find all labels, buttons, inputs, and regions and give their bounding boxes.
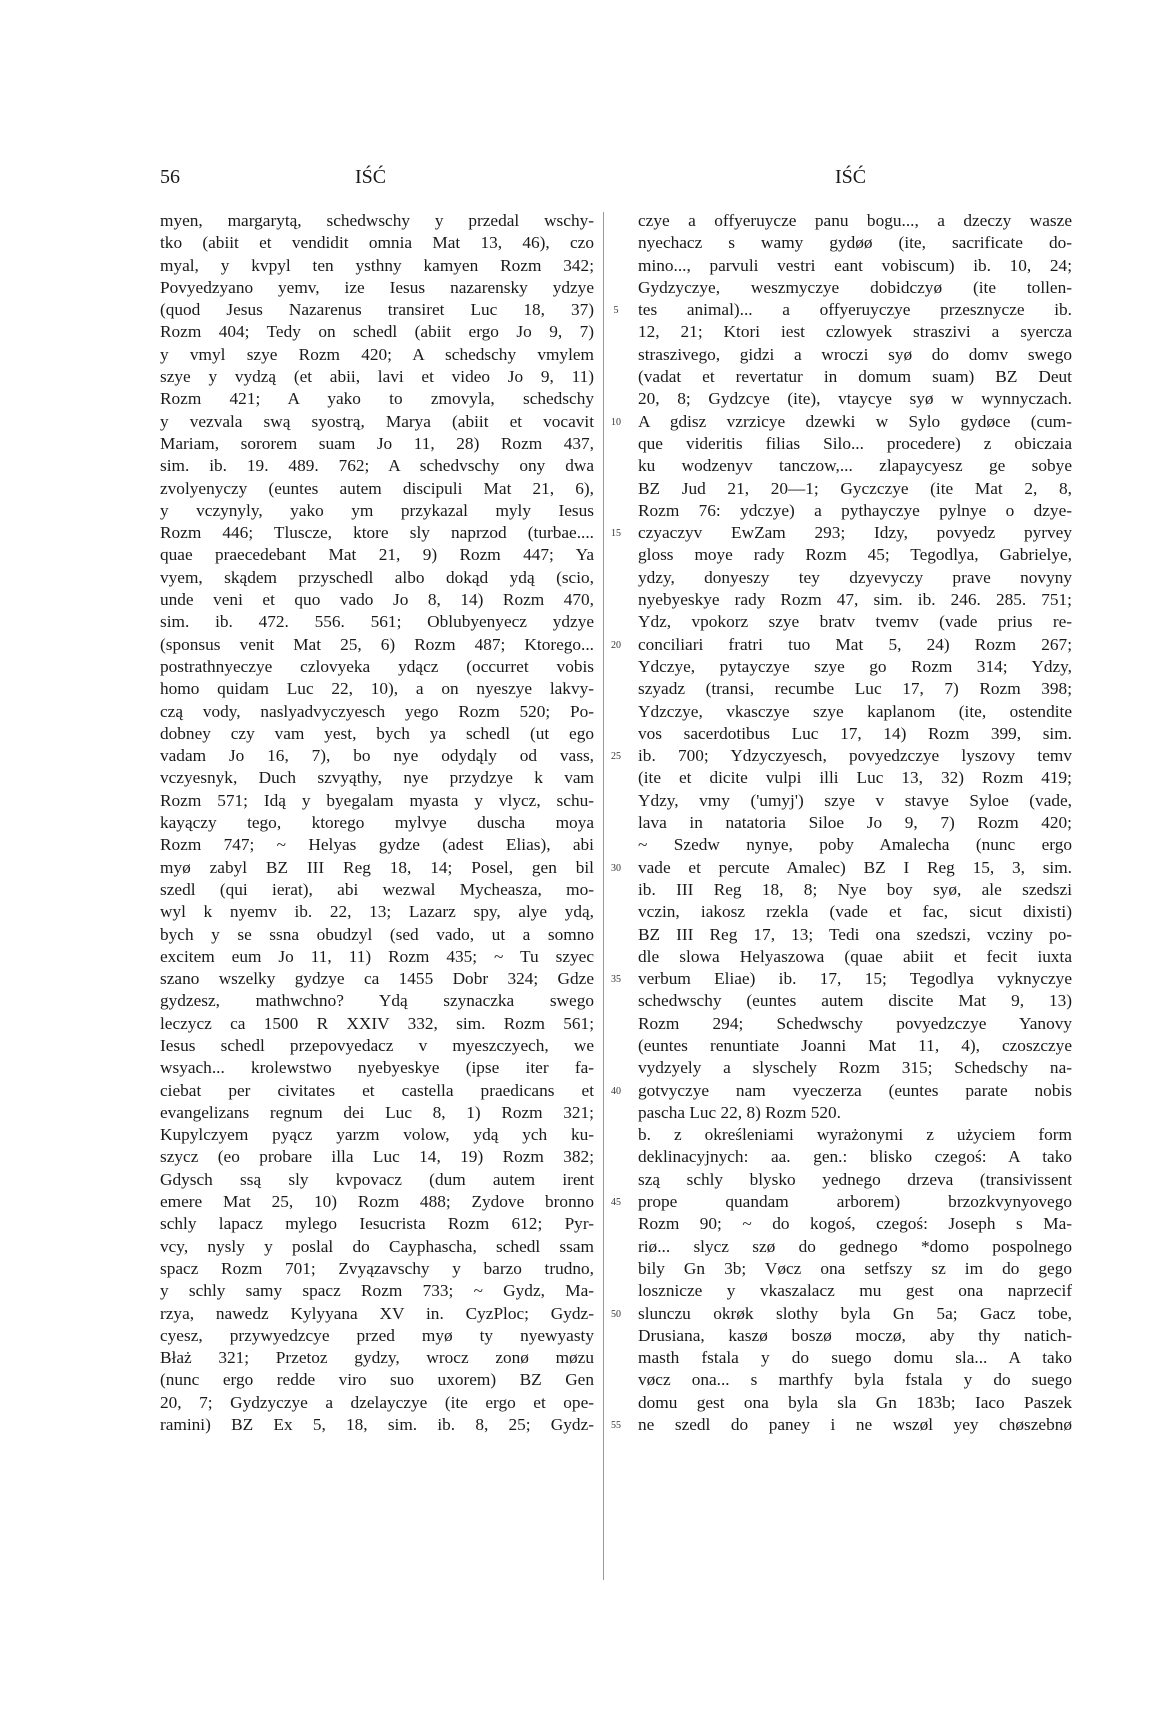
text-line: ne szedl do paney i ne wszøl yey chøszebnø (638, 1415, 1072, 1435)
text-line: y vczynyly, yako ym przykazal myly Iesus (160, 500, 594, 520)
line-number: 15 (611, 528, 621, 540)
text-line: conciliari fratri tuo Mat 5, 24) Rozm 267; (638, 634, 1072, 654)
text-line: myø zabyl BZ III Reg 18, 14; Posel, gen bil (160, 857, 594, 877)
text-line: postrathnyeczye czlovyeka ydącz (occurret vobis (160, 656, 594, 676)
text-line: Gdysch ssą sly kvpovacz (dum autem irent (160, 1169, 594, 1189)
line-number: 35 (611, 974, 621, 986)
text-line: czye a offyeruycze panu bogu..., a dzeczy wasze (638, 211, 1072, 230)
text-line: wyl k nyemv ib. 22, 13; Lazarz spy, alye ydą, (160, 902, 594, 922)
text-line: emere Mat 25, 10) Rozm 488; Zydove bronno (160, 1192, 594, 1212)
text-line: vyem, skądem przyschedl albo dokąd ydą (scio, (160, 567, 594, 587)
text-line: rzya, nawedz Kylyyana XV in. CyzPloc; Gydz- (160, 1303, 594, 1323)
text-line: b. z określeniami wyrażonymi z użyciem form (638, 1125, 1072, 1145)
text-line: szycz (eo probare illa Luc 14, 19) Rozm 382; (160, 1147, 594, 1167)
line-number: 50 (611, 1308, 621, 1320)
text-line: bych y se ssna obudzyl (sed vado, ut a somno (160, 924, 594, 944)
text-line: nyebyeskye rady Rozm 47, sim. ib. 246. 285. 751; (638, 590, 1072, 610)
text-line: masth fstala y do suego domu sla... A tako (638, 1348, 1072, 1368)
running-head-right: IŚĆ (835, 166, 867, 188)
text-line: y vezvala swą syostrą, Marya (abiit et vocavit (160, 411, 594, 431)
line-number: 10 (611, 416, 621, 428)
text-line: szye y vydzą (et abii, lavi et video Jo 9, 11) (160, 367, 594, 387)
text-line: mino..., parvuli vestri eant vobiscum) ib. 10, 24; (638, 255, 1072, 275)
text-line: Kupylczyem pyącz yarzm volow, ydą ych ku- (160, 1125, 594, 1145)
text-line: (vadat et revertatur in domum suam) BZ Deut (638, 367, 1072, 387)
text-line: vøcz ona... s marthfy byla fstala y do suego (638, 1370, 1072, 1390)
line-number: 40 (611, 1085, 621, 1097)
text-line: tes animal)... a offyeruyczye przesznycze ib. (638, 300, 1072, 320)
text-line: vade et percute Amalec) BZ I Reg 15, 3, sim. (638, 857, 1072, 877)
text-line: Gydzyczye, weszmyczye dobidczyø (ite tollen- (638, 277, 1072, 297)
text-line: bily Gn 3b; Vøcz ona setfszy sz im do gego (638, 1258, 1072, 1278)
text-line: Drusiana, kaszø boszø moczø, aby thy natich- (638, 1325, 1072, 1345)
text-line: schedwschy (euntes autem discite Mat 9, 13) (638, 991, 1072, 1011)
text-line: cyesz, przywyedzcye przed myø ty nyewyasty (160, 1325, 594, 1345)
text-line: ramini) BZ Ex 5, 18, sim. ib. 8, 25; Gydz- (160, 1415, 594, 1435)
text-line: 12, 21; Ktori iest czlowyek straszivi a syercza (638, 322, 1072, 342)
text-line: vczin, iakosz rzekla (vade et fac, sicut dixisti) (638, 902, 1072, 922)
text-line: zvolyenyczy (euntes autem discipuli Mat 21, 6), (160, 478, 594, 498)
text-line: pascha Luc 22, 8) Rozm 520. (638, 1102, 842, 1122)
text-line: 20, 7; Gydzyczye a dzelayczye (ite ergo et ope- (160, 1392, 594, 1412)
text-line: (quod Jesus Nazarenus transiret Luc 18, 37) (160, 300, 594, 320)
text-line: Błaż 321; Przetoz gydzy, wrocz zonø møzu (160, 1348, 594, 1368)
text-line: (sponsus venit Mat 25, 6) Rozm 487; Ktorego... (160, 634, 594, 654)
line-number: 45 (611, 1197, 621, 1209)
text-line: Povyedzyano yemv, ize Iesus nazarensky ydzye (160, 277, 594, 297)
text-line: vos sacerdotibus Luc 17, 14) Rozm 399, sim. (638, 723, 1072, 743)
text-line: y schly samy spacz Rozm 733; ~ Gydz, Ma- (160, 1281, 594, 1301)
text-line: ~ Szedw nynye, poby Amalecha (nunc ergo (638, 835, 1072, 855)
text-line: dle slowa Helyaszowa (quae abiit et fecit iuxta (638, 946, 1072, 966)
text-line: Rozm 446; Tluscze, ktore sly naprzod (turbae.... (160, 523, 594, 543)
text-line: Rozm 404; Tedy on schedl (abiit ergo Jo 9, 7) (160, 322, 594, 342)
text-line: domu gest ona byla sla Gn 183b; Iaco Paszek (638, 1392, 1072, 1412)
text-line: vydzyely a slyschely Rozm 315; Schedschy na- (638, 1058, 1072, 1078)
text-line: Rozm 76: ydczye) a pythayczye pylnye o dzye- (638, 500, 1072, 520)
text-line: excitem eum Jo 11, 11) Rozm 435; ~ Tu szyec (160, 946, 594, 966)
text-line: szedl (qui ierat), abi wezwal Mycheasza, mo- (160, 879, 594, 899)
text-line: kayączy tego, ktorego mylvye duscha moya (160, 813, 594, 833)
text-line: vcy, nysly y poslal do Cayphascha, schedl ssam (160, 1236, 594, 1256)
text-line: A gdisz vzrzicye dzewki w Sylo gydøce (cum- (638, 411, 1072, 431)
line-number: 30 (611, 862, 621, 874)
text-line: ku wodzenyv tanczow,... zlapaycyesz ge sobye (638, 456, 1072, 476)
text-line: wsyach... krolewstwo nyebyeskye (ipse iter fa- (160, 1058, 594, 1078)
text-line: prope quandam arborem) brzozkvynyovego (638, 1192, 1072, 1212)
text-line: Rozm 571; Idą y byegalam myasta y vlycz, schu- (160, 790, 594, 810)
right-column (638, 210, 1072, 1436)
text-line: ciebat per civitates et castella praedicans et (160, 1080, 594, 1100)
text-line: nyechacz s wamy gydøø (ite, sacrificate do- (638, 233, 1072, 253)
text-line: (nunc ergo redde viro suo uxorem) BZ Gen (160, 1370, 594, 1390)
text-line: vczyesnyk, Duch szvyąthy, nye przydzye k vam (160, 768, 594, 788)
text-line: szyadz (transi, recumbe Luc 17, 7) Rozm 398; (638, 679, 1072, 699)
text-line: BZ III Reg 17, 13; Tedi ona szedszi, vcziny po- (638, 924, 1072, 944)
text-line: gydzesz, mathwchno? Ydą szynaczka swego (160, 991, 594, 1011)
line-number: 5 (613, 305, 619, 317)
text-line: myen, margarytą, schedwschy y przedal wschy- (160, 211, 594, 230)
left-column (160, 210, 594, 1436)
text-line: Iesus schedl przepovyedacz v myeszczyech, we (160, 1035, 594, 1055)
text-line: evangelizans regnum dei Luc 8, 1) Rozm 321; (160, 1102, 594, 1122)
text-line: Rozm 747; ~ Helyas gydze (adest Elias), abi (160, 835, 594, 855)
text-line: Mariam, sororem suam Jo 11, 28) Rozm 437, (160, 433, 594, 453)
text-line: Ydzczye, vkasczye szye kaplanom (ite, ostendite (638, 701, 1072, 721)
running-head-left: IŚĆ (355, 166, 387, 188)
text-line: sim. ib. 472. 556. 561; Oblubyenyecz ydzye (160, 612, 594, 632)
text-line: lava in natatoria Siloe Jo 9, 7) Rozm 420; (638, 813, 1072, 833)
text-line: unde veni et quo vado Jo 8, 14) Rozm 470, (160, 590, 594, 610)
line-number: 55 (611, 1420, 621, 1432)
text-line: sim. ib. 19. 489. 762; A schedvschy ony dwa (160, 456, 594, 476)
text-line: BZ Jud 21, 20—1; Gyczczye (ite Mat 2, 8, (638, 478, 1072, 498)
text-line: spacz Rozm 701; Zvyązavschy y barzo trudno, (160, 1258, 594, 1278)
text-line: Ydz, vpokorz szye bratv tvemv (vade prius re- (638, 612, 1072, 632)
text-line: Rozm 294; Schedwschy povyedzczye Yanovy (638, 1013, 1072, 1033)
text-line: homo quidam Luc 22, 10), a on nyeszye lakvy- (160, 679, 594, 699)
text-line: szano wszelky gydzye ca 1455 Dobr 324; Gdze (160, 969, 594, 989)
page-number: 56 (160, 166, 180, 188)
text-line: que videritis filias Silo... procedere) z obiczaia (638, 433, 1072, 453)
text-line: 20, 8; Gydzcye (ite), vtaycye syø w wynnyczach. (638, 389, 1072, 409)
line-number: 25 (611, 751, 621, 763)
text-line: gotvyczye nam vyeczerza (euntes parate nobis (638, 1080, 1072, 1100)
text-line: vadam Jo 16, 7), bo nye odydąly od vass, (160, 746, 594, 766)
text-line: czyaczyv EwZam 293; Idzy, povyedz pyrvey (638, 523, 1072, 543)
text-line: y vmyl szye Rozm 420; A schedschy vmylem (160, 344, 594, 364)
text-line: ib. 700; Ydzyczyesch, povyedzczye lyszovy temv (638, 746, 1072, 766)
page-header (160, 166, 870, 196)
text-line: Rozm 421; A yako to zmovyla, schedschy (160, 389, 594, 409)
text-line: slunczu okrøk slothy byla Gn 5a; Gacz tobe, (638, 1303, 1072, 1323)
text-line: (ite et dicite vulpi illi Luc 13, 32) Rozm 419; (638, 768, 1072, 788)
text-line: leczycz ca 1500 R XXIV 332, sim. Rozm 561; (160, 1013, 594, 1033)
text-line: myal, y kvpyl ten ysthny kamyen Rozm 342; (160, 255, 594, 275)
text-line: szą schly blysko yednego drzeva (transivissent (638, 1169, 1072, 1189)
text-line: gloss moye rady Rozm 45; Tegodlya, Gabrielye, (638, 545, 1072, 565)
text-line: ib. III Reg 18, 8; Nye boy syø, ale szedszi (638, 879, 1072, 899)
text-line: ydzy, donyeszy tey dzyevyczy prave novyny (638, 567, 1072, 587)
text-line: straszivego, gidzi a wroczi syø do domv swego (638, 344, 1072, 364)
text-line: schly lapacz mylego Iesucrista Rozm 612; Pyr- (160, 1214, 594, 1234)
line-number: 20 (611, 639, 621, 651)
text-line: verbum Eliae) ib. 17, 15; Tegodlya vyknyczye (638, 969, 1072, 989)
text-line: Ydzy, vmy ('umyj') szye v stavye Syloe (vade, (638, 790, 1072, 810)
text-line: losznicze y vkaszalacz mu gest ona naprzecif (638, 1281, 1072, 1301)
text-line: (euntes renuntiate Joanni Mat 11, 4), czoszczye (638, 1035, 1072, 1055)
text-line: czą vody, naslyadvyczyesch yego Rozm 520; Po- (160, 701, 594, 721)
text-line: deklinacyjnych: aa. gen.: blisko czegoś: A tako (638, 1147, 1072, 1167)
text-line: riø... slycz szø do gednego *domo pospolnego (638, 1236, 1072, 1256)
text-line: dobney czy vam yest, bych ya schedl (ut ego (160, 723, 594, 743)
text-line: Ydczye, pytayczye szye go Rozm 314; Ydzy, (638, 656, 1072, 676)
text-line: quae praecedebant Mat 21, 9) Rozm 447; Ya (160, 545, 594, 565)
text-line: Rozm 90; ~ do kogoś, czegoś: Joseph s Ma- (638, 1214, 1072, 1234)
text-line: tko (abiit et vendidit omnia Mat 13, 46), czo (160, 233, 594, 253)
